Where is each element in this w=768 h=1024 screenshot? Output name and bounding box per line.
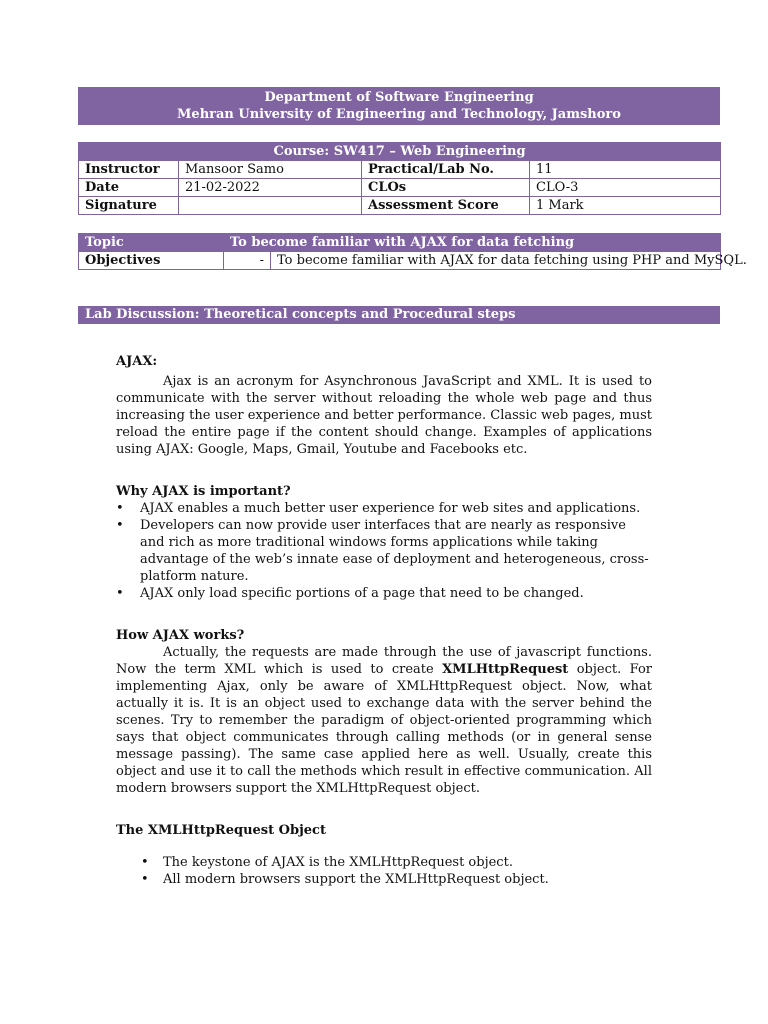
list-item [116,585,652,602]
lab-no-value: 11 [530,161,721,179]
bullet-icon: • [116,518,124,533]
xhr-heading: The XMLHttpRequest Object [116,823,326,838]
bullet-icon: • [141,855,149,870]
bullet-icon: • [141,872,149,887]
university-name: Mehran University of Engineering and Technology, Jamshoro [177,107,621,122]
how-ajax-heading: How AJAX works? [116,628,245,643]
course-title: Course: SW417 – Web Engineering [79,143,721,161]
table-row [79,161,721,179]
how-ajax-section [116,627,652,797]
signature-label: Signature [79,197,179,215]
why-ajax-section [116,483,652,602]
course-title-row [79,143,721,161]
instructor-value: Mansoor Samo [179,161,362,179]
list-item-text: All modern browsers support the XMLHttpRequest object. [163,872,549,887]
date-label: Date [79,179,179,197]
list-item [116,854,652,871]
department-name: Department of Software Engineering [264,90,534,105]
list-item [116,517,652,585]
list-item-text: AJAX enables a much better user experience for web sites and applications. [140,501,641,516]
table-row [79,197,721,215]
list-item [116,500,652,517]
ajax-heading: AJAX: [116,354,158,369]
lab-discussion-bar: Lab Discussion: Theoretical concepts and Procedural steps [78,306,720,324]
signature-value [179,197,362,215]
date-value: 21-02-2022 [179,179,362,197]
list-item [116,871,652,888]
instructor-label: Instructor [79,161,179,179]
assessment-score-value: 1 Mark [530,197,721,215]
how-ajax-paragraph [116,644,652,797]
xhr-list [116,854,652,888]
clos-value: CLO-3 [530,179,721,197]
topic-row [79,234,721,252]
topic-table [78,233,747,270]
objectives-label: Objectives [79,252,224,270]
topic-label: Topic [79,234,224,252]
department-header [78,87,720,125]
objectives-row [79,252,721,270]
list-item-text: AJAX only load specific portions of a page that need to be changed. [140,586,584,601]
how-text-1: Actually, the requests are made through the use of javascript functions. Now the term XML which is used to create [116,645,652,677]
topic-value: To become familiar with AJAX for data fetching [224,234,721,252]
list-item-text: Developers can now provide user interfaces that are nearly as responsive and rich as more traditional windows forms applications while taking advantage of the web’s innate ease of deployment and heterogeneous, cross-platform nature. [140,518,649,584]
list-item-text: The keystone of AJAX is the XMLHttpRequest object. [163,855,513,870]
bullet-icon: • [116,501,124,516]
how-text-2: object. For implementing Ajax, only be aware of XMLHttpRequest object. Now, what actually it is. It is an object used to exchange data with the server behind the scenes. Try to remember the paradigm of object-oriented programming which says that object communicates through calling methods (or in general sense message passing). The same case applied here as well. Usually, create this object and use it to call the methods which result in effective communication. All modern browsers support the XMLHttpRequest object. [116,662,652,796]
lab-no-label: Practical/Lab No. [362,161,530,179]
course-info-table [78,142,721,215]
table-row [79,179,721,197]
why-ajax-heading: Why AJAX is important? [116,484,291,499]
assessment-score-label: Assessment Score [362,197,530,215]
objectives-dash: - [224,252,271,270]
xhr-section [116,822,652,888]
xhr-term: XMLHttpRequest [442,662,569,677]
why-ajax-list [116,500,652,602]
clos-label: CLOs [362,179,530,197]
bullet-icon: • [116,586,124,601]
objectives-value: To become familiar with AJAX for data fetching using PHP and MySQL. [271,252,721,270]
ajax-section [116,353,652,458]
ajax-paragraph: Ajax is an acronym for Asynchronous JavaScript and XML. It is used to communicate with the server without reloading the whole web page and thus increasing the user experience and better performance. Classic web pages, must reload the entire page if the content should change. Examples of applications using AJAX: Google, Maps, Gmail, Youtube and Facebooks etc. [116,374,652,457]
